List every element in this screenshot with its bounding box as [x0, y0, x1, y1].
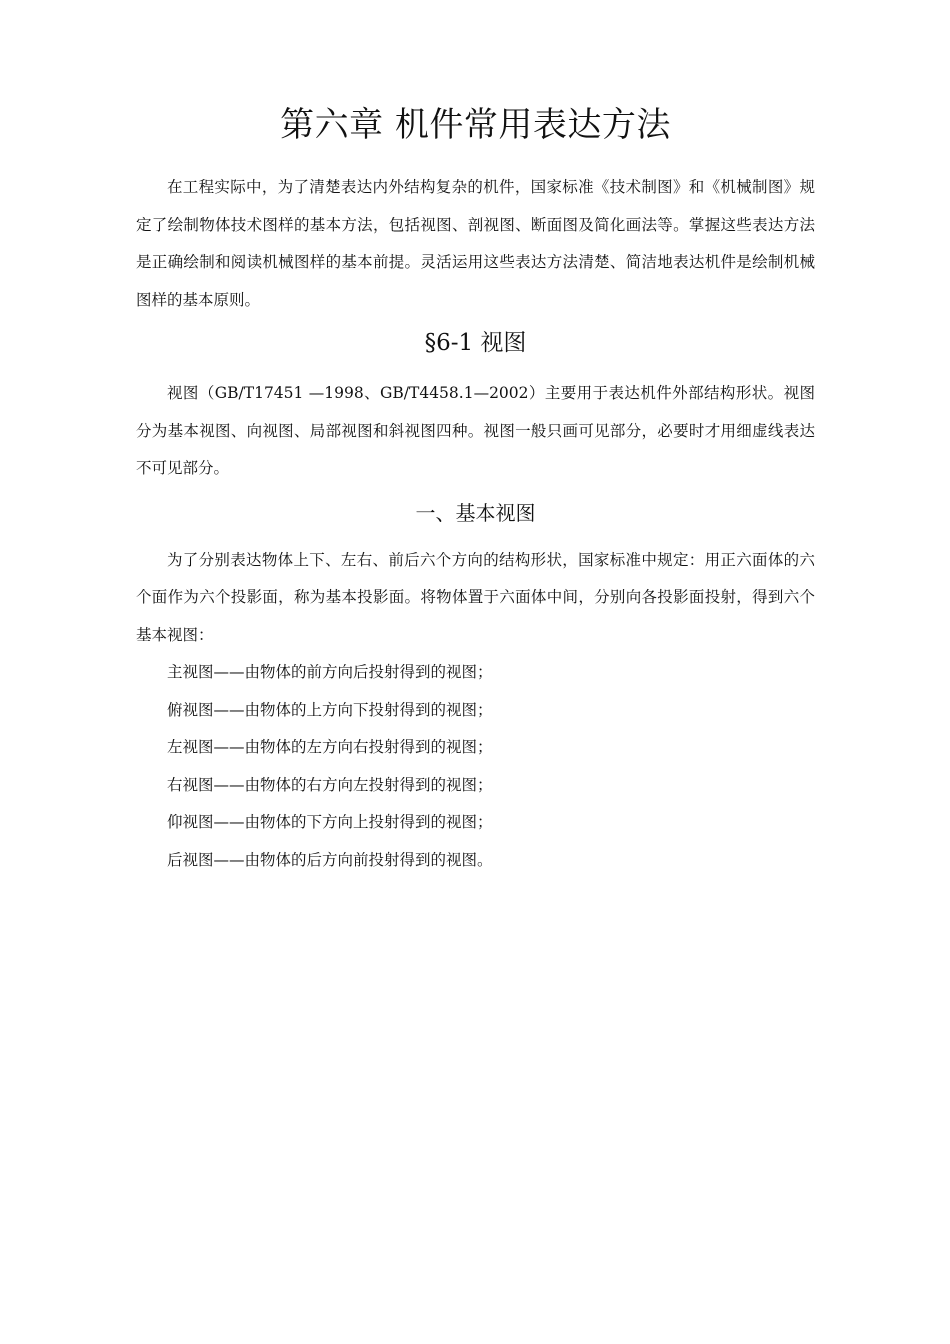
- basic-view-list: [136, 654, 815, 879]
- chapter-title: 第六章 机件常用表达方法: [280, 105, 671, 145]
- subsection-title: 一、基本视图: [415, 500, 536, 525]
- view-item-front: 主视图——由物体的前方向后投射得到的视图；: [167, 663, 493, 681]
- section-title: §6-1 视图: [424, 330, 527, 356]
- view-item-rear: 后视图——由物体的后方向前投射得到的视图。: [167, 850, 493, 869]
- subsection-paragraph: 为了分别表达物体上下、左右、前后六个方向的结构形状，国家标准中规定：用正六面体的六个面作为六个投影面，称为基本投影面。将物体置于六面体中间，分别向各投影面投射，得到六个基本视图：: [136, 550, 815, 644]
- view-item-top: 俯视图——由物体的上方向下投射得到的视图；: [167, 700, 493, 719]
- view-item-bottom: 仰视图——由物体的下方向上投射得到的视图；: [167, 813, 493, 831]
- chapter-intro-paragraph: 在工程实际中，为了清楚表达内外结构复杂的机件，国家标准《技术制图》和《机械制图》规定了绘制物体技术图样的基本方法，包括视图、剖视图、断面图及简化画法等。掌握这些表达方法是正确绘制和阅读机械图样的基本前提。灵活运用这些表达方法清楚、简洁地表达机件是绘制机械图样的基本原则。: [136, 178, 815, 309]
- view-item-left: 左视图——由物体的左方向右投射得到的视图；: [167, 738, 493, 756]
- page-content: [136, 100, 815, 879]
- view-item-right: 右视图——由物体的右方向左投射得到的视图；: [167, 775, 493, 794]
- section-paragraph: 视图（GB/T17451 —1998、GB/T4458.1—2002）主要用于表达机件外部结构形状。视图分为基本视图、向视图、局部视图和斜视图四种。视图一般只画可见部分，必要时才用细虚线表达不可见部分。: [136, 384, 815, 477]
